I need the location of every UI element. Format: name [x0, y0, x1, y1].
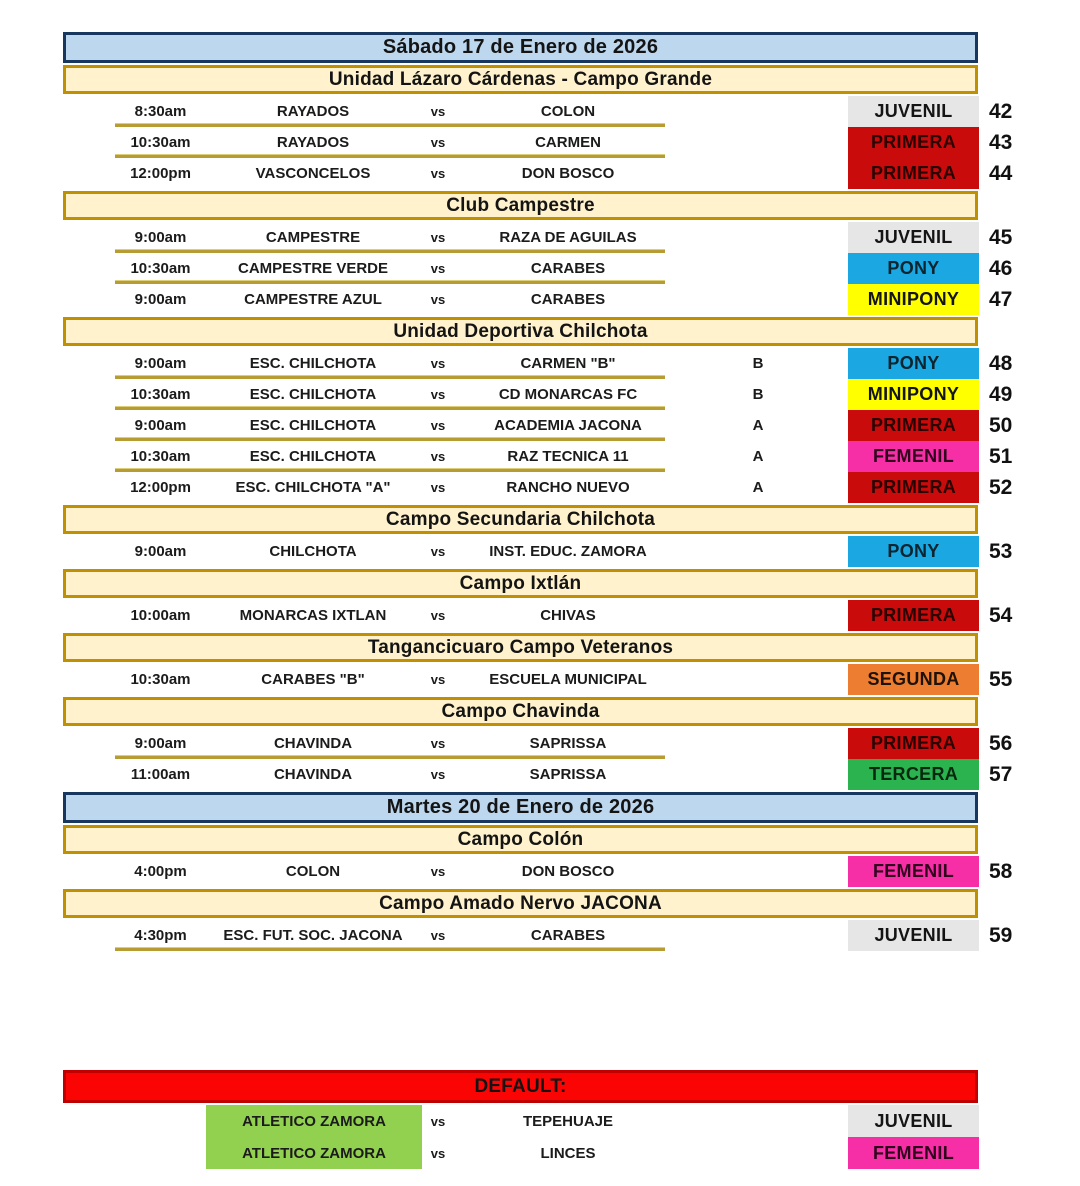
vs-label: vs	[430, 928, 446, 943]
match-away-team: COLON	[540, 103, 596, 120]
date-header: Sábado 17 de Enero de 2026	[63, 32, 978, 63]
match-home-team: CHAVINDA	[273, 735, 353, 752]
vs-label: vs	[430, 1145, 446, 1161]
match-row	[63, 728, 1080, 759]
match-home-team: ESC. CHILCHOTA	[249, 386, 377, 403]
match-number: 56	[989, 731, 1013, 755]
match-number: 48	[989, 351, 1013, 375]
match-number: 50	[989, 413, 1013, 437]
match-number: 46	[989, 256, 1013, 280]
match-away-team: INST. EDUC. ZAMORA	[489, 543, 647, 560]
match-away-team: CARMEN "B"	[520, 355, 616, 372]
match-home-team: ATLETICO ZAMORA	[206, 1105, 422, 1137]
vs-label: vs	[430, 449, 446, 464]
match-row	[63, 759, 1080, 790]
match-number: 49	[989, 382, 1013, 406]
vs-label: vs	[430, 608, 446, 623]
match-home-team: CHAVINDA	[273, 766, 353, 783]
vs-label: vs	[430, 544, 446, 559]
match-away-team: RANCHO NUEVO	[506, 479, 630, 496]
venue-header: Unidad Deportiva Chilchota	[63, 317, 978, 346]
match-number: 59	[989, 923, 1013, 947]
match-away-team: DON BOSCO	[521, 863, 615, 880]
match-home-team: ESC. CHILCHOTA	[249, 448, 377, 465]
vs-label: vs	[430, 387, 446, 402]
match-home-team: ESC. CHILCHOTA	[249, 355, 377, 372]
match-row	[63, 253, 1080, 284]
category-badge: PRIMERA	[848, 127, 979, 158]
match-home-team: ESC. CHILCHOTA	[249, 417, 377, 434]
vs-label: vs	[430, 672, 446, 687]
match-row	[63, 600, 1080, 631]
match-number: 44	[989, 161, 1013, 185]
vs-label: vs	[430, 864, 446, 879]
vs-label: vs	[430, 166, 446, 181]
vs-label: vs	[430, 767, 446, 782]
match-row	[63, 348, 1080, 379]
match-away-team: ESCUELA MUNICIPAL	[489, 671, 647, 688]
match-number: 51	[989, 444, 1013, 468]
match-row	[63, 536, 1080, 567]
match-away-team: DON BOSCO	[521, 165, 615, 182]
category-badge: PONY	[848, 348, 979, 379]
match-home-team: VASCONCELOS	[255, 165, 371, 182]
match-row	[63, 158, 1080, 189]
match-home-team: MONARCAS IXTLAN	[239, 607, 387, 624]
match-home-team: RAYADOS	[276, 103, 350, 120]
venue-header: Campo Ixtlán	[63, 569, 978, 598]
match-row	[63, 1105, 1080, 1137]
match-time: 12:00pm	[130, 165, 191, 182]
match-away-team: CHIVAS	[540, 607, 596, 624]
category-badge: PRIMERA	[848, 158, 979, 189]
match-home-team: RAYADOS	[276, 134, 350, 151]
match-time: 9:00am	[134, 417, 187, 434]
category-badge: PRIMERA	[848, 728, 979, 759]
match-time: 8:30am	[134, 103, 187, 120]
match-row	[63, 379, 1080, 410]
category-badge: TERCERA	[848, 759, 979, 790]
match-group: B	[752, 386, 764, 403]
date-header: Martes 20 de Enero de 2026	[63, 792, 978, 823]
category-badge: SEGUNDA	[848, 664, 979, 695]
match-row	[63, 96, 1080, 127]
match-time: 10:30am	[130, 386, 191, 403]
match-number: 53	[989, 539, 1013, 563]
match-time: 4:00pm	[134, 863, 187, 880]
venue-header: Club Campestre	[63, 191, 978, 220]
category-badge: FEMENIL	[848, 1137, 979, 1169]
category-badge: PONY	[848, 253, 979, 284]
match-row	[63, 127, 1080, 158]
match-number: 57	[989, 762, 1013, 786]
match-time: 10:30am	[130, 260, 191, 277]
match-row	[63, 920, 1080, 951]
vs-label: vs	[430, 261, 446, 276]
match-number: 43	[989, 130, 1013, 154]
match-time: 12:00pm	[130, 479, 191, 496]
match-away-team: TEPEHUAJE	[522, 1112, 614, 1130]
match-number: 42	[989, 99, 1013, 123]
vs-label: vs	[430, 356, 446, 371]
match-home-team: CHILCHOTA	[269, 543, 357, 560]
match-row	[63, 472, 1080, 503]
category-badge: PRIMERA	[848, 600, 979, 631]
venue-header: Campo Colón	[63, 825, 978, 854]
match-row	[63, 856, 1080, 887]
category-badge: MINIPONY	[848, 284, 979, 315]
category-badge: JUVENIL	[848, 222, 979, 253]
match-away-team: SAPRISSA	[529, 766, 607, 783]
match-group: B	[752, 355, 764, 372]
category-badge: JUVENIL	[848, 920, 979, 951]
match-time: 9:00am	[134, 355, 187, 372]
match-row	[63, 222, 1080, 253]
category-badge: PONY	[848, 536, 979, 567]
category-badge: PRIMERA	[848, 472, 979, 503]
category-badge: FEMENIL	[848, 441, 979, 472]
match-row	[63, 441, 1080, 472]
category-badge: JUVENIL	[848, 96, 979, 127]
match-away-team: CD MONARCAS FC	[498, 386, 638, 403]
vs-label: vs	[430, 135, 446, 150]
match-time: 4:30pm	[134, 927, 187, 944]
match-time: 10:30am	[130, 134, 191, 151]
match-row	[63, 664, 1080, 695]
match-group: A	[752, 417, 764, 434]
match-time: 9:00am	[134, 291, 187, 308]
match-time: 9:00am	[134, 229, 187, 246]
vs-label: vs	[430, 230, 446, 245]
category-badge: FEMENIL	[848, 856, 979, 887]
match-home-team: ESC. FUT. SOC. JACONA	[223, 927, 403, 944]
venue-header: Tangancicuaro Campo Veteranos	[63, 633, 978, 662]
match-away-team: ACADEMIA JACONA	[494, 417, 642, 434]
match-number: 47	[989, 287, 1013, 311]
match-away-team: SAPRISSA	[529, 735, 607, 752]
match-time: 10:30am	[130, 671, 191, 688]
match-number: 52	[989, 475, 1013, 499]
category-badge: JUVENIL	[848, 1105, 979, 1137]
match-home-team: CARABES "B"	[261, 671, 365, 688]
match-number: 54	[989, 603, 1013, 627]
vs-label: vs	[430, 292, 446, 307]
vs-label: vs	[430, 418, 446, 433]
match-away-team: RAZA DE AGUILAS	[499, 229, 637, 246]
match-time: 10:00am	[130, 607, 191, 624]
match-time: 9:00am	[134, 735, 187, 752]
venue-header: Campo Amado Nervo JACONA	[63, 889, 978, 918]
match-group: A	[752, 448, 764, 465]
match-number: 55	[989, 667, 1013, 691]
match-time: 11:00am	[130, 766, 191, 783]
match-home-team: CAMPESTRE	[265, 229, 361, 246]
match-row	[63, 410, 1080, 441]
vs-label: vs	[430, 1113, 446, 1129]
match-home-team: ESC. CHILCHOTA "A"	[235, 479, 391, 496]
match-away-team: RAZ TECNICA 11	[507, 448, 629, 465]
category-badge: MINIPONY	[848, 379, 979, 410]
match-home-team: CAMPESTRE VERDE	[237, 260, 389, 277]
category-badge: PRIMERA	[848, 410, 979, 441]
match-number: 58	[989, 859, 1013, 883]
match-home-team: CAMPESTRE AZUL	[244, 291, 382, 308]
match-away-team: CARMEN	[535, 134, 601, 151]
match-time: 10:30am	[130, 448, 191, 465]
match-home-team: ATLETICO ZAMORA	[206, 1137, 422, 1169]
vs-label: vs	[430, 104, 446, 119]
venue-header: Campo Secundaria Chilchota	[63, 505, 978, 534]
default-header: DEFAULT:	[63, 1070, 978, 1103]
match-home-team: COLON	[285, 863, 341, 880]
match-time: 9:00am	[134, 543, 187, 560]
venue-header: Unidad Lázaro Cárdenas - Campo Grande	[63, 65, 978, 94]
vs-label: vs	[430, 480, 446, 495]
match-away-team: LINCES	[540, 1144, 596, 1162]
match-number: 45	[989, 225, 1013, 249]
match-away-team: CARABES	[530, 260, 606, 277]
match-away-team: CARABES	[530, 291, 606, 308]
match-row	[63, 1137, 1080, 1169]
match-group: A	[752, 479, 764, 496]
match-away-team: CARABES	[530, 927, 606, 944]
match-row	[63, 284, 1080, 315]
gap-spacer	[0, 951, 1080, 1068]
venue-header: Campo Chavinda	[63, 697, 978, 726]
vs-label: vs	[430, 736, 446, 751]
